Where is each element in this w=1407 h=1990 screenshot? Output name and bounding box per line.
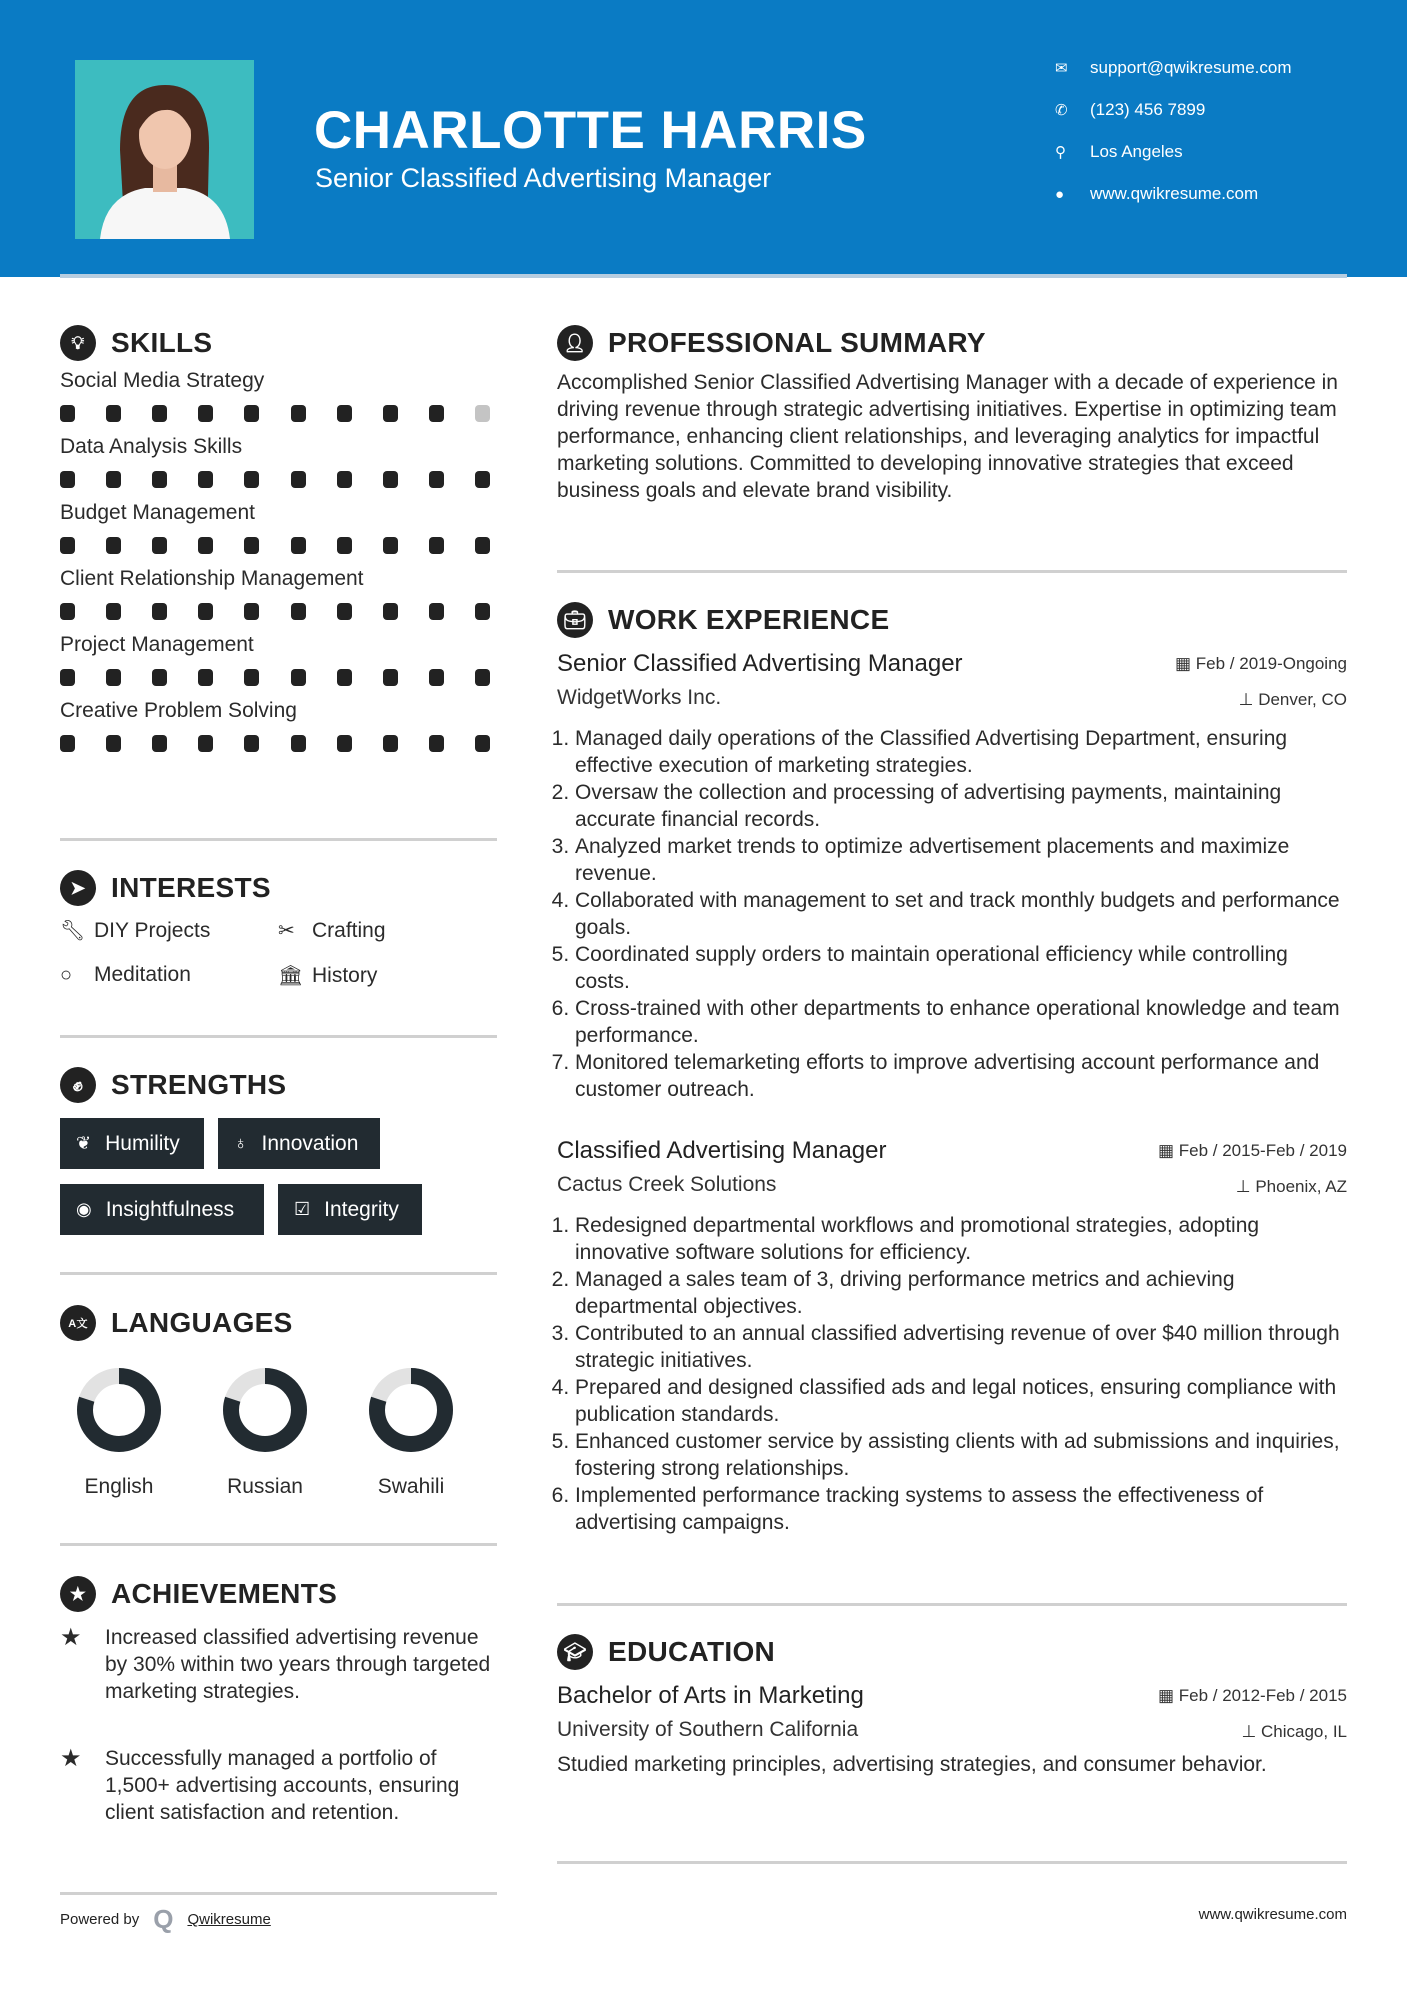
lightbulb-icon: 💡︎ [60,325,96,361]
language-label: Swahili [377,1475,445,1498]
star-icon: ★ [60,1745,82,1772]
job-bullet: 6. Implemented performance tracking systems to assess the effectiveness of advertising campaigns. [575,1482,1347,1536]
job-bullet: 3. Analyzed market trends to optimize advertisement placements and maximize revenue. [575,833,1347,887]
interest-item [60,963,191,987]
star-badge-icon: ★ [60,1576,96,1612]
interest-label: DIY Projects [94,918,211,942]
interest-item [278,963,377,988]
skill-rating [60,735,490,752]
education-heading [557,1634,1347,1670]
checkbox-icon: ☑ [294,1199,311,1219]
globe-icon: ● [1055,185,1065,203]
scissors-icon: ✂ [278,920,295,942]
rating-dot [106,405,121,422]
rating-dot [383,603,398,620]
rating-dot [106,669,121,686]
rating-dot [60,603,75,620]
job-bullet: 4. Collaborated with management to set and track monthly budgets and performance goals. [575,887,1347,941]
leaf-icon: ❦ [76,1133,92,1153]
rating-dot [291,669,306,686]
pin-icon: ⊥ [1238,690,1254,709]
achievement-text: Increased classified advertising revenue by 30% within two years through targeted marketing strategies. [105,1626,491,1703]
degree: Bachelor of Arts in Marketing [557,1682,864,1709]
candidate-title: Senior Classified Advertising Manager [315,163,772,193]
heading-text: LANGUAGES [111,1307,293,1338]
dates-text: Feb / 2015-Feb / 2019 [1178,1141,1347,1160]
rating-dot [198,603,213,620]
rating-dot [475,471,490,488]
divider [60,1272,497,1275]
rating-dot [291,735,306,752]
rating-dot [475,669,490,686]
rating-dot [337,603,352,620]
job-bullet: 5. Coordinated supply orders to maintain operational efficiency while controlling costs. [575,941,1347,995]
education-text: Studied marketing principles, advertising strategies, and consumer behavior. [557,1753,1267,1776]
achievement-text: Successfully managed a portfolio of 1,500+ advertising accounts, ensuring client satisfaction and retention. [105,1747,460,1824]
job-bullet: 4. Prepared and designed classified ads and legal notices, ensuring compliance with publication standards. [575,1374,1347,1428]
rating-dot [60,471,75,488]
rating-dot [475,603,490,620]
job-bullet: 7. Monitored telemarketing efforts to improve advertising account performance and customer outreach. [575,1049,1347,1103]
heading-text: STRENGTHS [111,1069,287,1100]
fist-icon: ✊︎ [60,1067,96,1103]
skill-item [60,699,490,752]
divider [60,1543,497,1546]
location-text: Chicago, IL [1261,1722,1347,1741]
job-title: Senior Classified Advertising Manager [557,650,963,677]
job-dates [1175,654,1347,674]
rating-dot [106,537,121,554]
rating-dot [291,603,306,620]
job-bullet: 2. Oversaw the collection and processing of advertising payments, maintaining accurate financial records. [575,779,1347,833]
rating-dot [337,405,352,422]
strengths-heading [60,1067,286,1103]
rating-dot [337,537,352,554]
museum-icon: 🏛︎ [278,965,304,987]
location-text: Phoenix, AZ [1255,1177,1347,1196]
rating-dot [429,735,444,752]
rating-dot [337,471,352,488]
job-bullet: 2. Managed a sales team of 3, driving performance metrics and achieving departmental objectives. [575,1266,1347,1320]
location-text: Denver, CO [1258,690,1347,709]
company: Cactus Creek Solutions [557,1173,777,1196]
skill-item [60,567,490,620]
language-item [336,1365,486,1499]
paper-plane-icon: ➤ [60,870,96,906]
phone-icon: ✆ [1055,102,1068,119]
rating-dot [60,669,75,686]
circle-icon: ○ [60,963,73,986]
strength-tag [218,1118,380,1169]
skill-label: Project Management [60,633,254,656]
strength-label: Humility [105,1131,180,1155]
rating-dot [60,735,75,752]
language-donut [366,1365,456,1455]
profile-photo [75,60,254,239]
summary-heading [557,325,1347,361]
skill-label: Data Analysis Skills [60,435,243,458]
strength-tag [60,1184,264,1235]
interest-label: Crafting [312,918,386,942]
rating-dot [475,735,490,752]
rating-dot [244,603,259,620]
footer-powered [60,1904,271,1935]
strength-label: Insightfulness [105,1197,235,1221]
rating-dot [291,537,306,554]
interests-section [60,870,271,906]
skill-rating [60,669,490,686]
briefcase-icon: 💼︎ [557,602,593,638]
eye-icon: ◉ [76,1199,92,1219]
heading-text: WORK EXPERIENCE [608,604,890,635]
interest-item [60,918,210,943]
skill-rating [60,603,490,620]
rating-dot [244,471,259,488]
language-donut [74,1365,164,1455]
job-entry [557,650,1347,1103]
strength-label: Integrity [324,1197,399,1221]
interests-heading [60,870,271,906]
skill-item [60,501,490,554]
job-bullet: 3. Contributed to an annual classified advertising revenue of over $40 million through strategic initiatives. [575,1320,1347,1374]
map-pin-icon: ⚲ [1055,144,1066,161]
job-entry [557,1137,1347,1536]
star-icon: ★ [60,1624,82,1651]
heading-text: EDUCATION [608,1636,776,1667]
contact-text: www.qwikresume.com [1090,184,1259,203]
dates-text: Feb / 2019-Ongoing [1195,654,1347,673]
language-donut [220,1365,310,1455]
job-title: Classified Advertising Manager [557,1137,887,1164]
language-item [44,1365,194,1499]
rating-dot [244,735,259,752]
rating-dot [383,735,398,752]
education-location: ⊥ Chicago, IL [1241,1722,1347,1741]
strength-label: Innovation [261,1131,359,1155]
skill-label: Budget Management [60,501,255,524]
rating-dot [198,405,213,422]
skill-label: Social Media Strategy [60,369,265,392]
contact-website[interactable] [1055,184,1258,204]
wrench-icon: 🔧︎ [60,920,86,942]
calendar-icon: ▦ [1174,654,1192,673]
job-bullet: 6. Cross-trained with other departments to enhance operational knowledge and team performance. [575,995,1347,1049]
strength-tag [278,1184,422,1235]
rating-dot [152,405,167,422]
candidate-name: CHARLOTTE HARRIS [314,101,867,160]
qwikresume-logo-icon: Q [153,1904,174,1934]
achievements-section [60,1576,337,1612]
achievement-item [60,1624,500,1705]
achievements-heading [60,1576,337,1612]
job-bullets [557,1212,1347,1536]
rating-dot [152,471,167,488]
rating-dot [152,669,167,686]
contact-text: Los Angeles [1090,142,1183,161]
rating-dot [152,537,167,554]
skill-rating [60,405,490,422]
calendar-icon: ▦ [1157,1141,1175,1160]
heading-text: SKILLS [111,327,213,358]
divider [557,1603,1347,1606]
school: University of Southern California [557,1718,859,1741]
rating-dot [198,537,213,554]
job-bullets [557,725,1347,1103]
job-location [1239,690,1347,710]
job-bullet: 5. Enhanced customer service by assisting clients with ad submissions and inquiries, fostering strong relationships. [575,1428,1347,1482]
strengths-section [60,1067,286,1103]
rating-dot [198,669,213,686]
languages-heading [60,1305,293,1341]
education-section [557,1634,1347,1778]
divider [557,1861,1347,1864]
contact-text: support@qwikresume.com [1090,58,1292,77]
rating-dot [337,735,352,752]
rating-dot [60,537,75,554]
rating-dot [383,471,398,488]
lightbulb-icon: ♁ [234,1133,248,1153]
rating-dot [244,537,259,554]
rating-dot [152,603,167,620]
rating-dot [337,669,352,686]
achievement-item [60,1745,500,1826]
rating-dot [244,405,259,422]
interest-label: Meditation [94,963,191,986]
interest-label: History [312,963,378,987]
skill-rating [60,537,490,554]
rating-dot [291,405,306,422]
rating-dot [291,471,306,488]
language-item [190,1365,340,1499]
skill-item [60,633,490,686]
rating-dot [244,669,259,686]
skill-item [60,435,490,488]
skills-section [60,325,490,765]
language-label: Russian [227,1475,303,1498]
rating-dot [198,735,213,752]
rating-dot [429,537,444,554]
heading-text: ACHIEVEMENTS [111,1578,338,1609]
translate-icon: A文 [60,1305,96,1341]
rating-dot [429,603,444,620]
rating-dot [106,471,121,488]
interest-item [278,918,386,943]
rating-dot [152,735,167,752]
user-icon: 👤︎ [557,325,593,361]
language-label: English [84,1475,154,1498]
job-bullet: 1. Managed daily operations of the Classified Advertising Department, ensuring effective execution of marketing strategies. [575,725,1347,779]
heading-text: INTERESTS [111,872,271,903]
strength-tag [60,1118,204,1169]
rating-dot [383,405,398,422]
skill-item [60,369,490,422]
divider [557,570,1347,573]
job-location [1236,1177,1347,1197]
divider [60,1035,497,1038]
skill-label: Creative Problem Solving [60,699,297,722]
job-dates [1158,1141,1347,1161]
education-dates: ▦ Feb / 2012-Feb / 2015 [1157,1686,1347,1705]
skills-heading [60,325,490,361]
dates-text: Feb / 2012-Feb / 2015 [1178,1686,1347,1705]
footer-website[interactable]: www.qwikresume.com [1198,1906,1347,1923]
divider [60,1892,497,1895]
graduation-icon: 🎓︎ [557,1634,593,1670]
rating-dot [429,471,444,488]
header-divider [60,274,1347,278]
divider [60,838,497,841]
languages-section [60,1305,293,1341]
skill-rating [60,471,490,488]
rating-dot [60,405,75,422]
work-heading [557,602,1347,638]
contact-email[interactable] [1055,58,1292,78]
rating-dot [383,537,398,554]
rating-dot [475,405,490,422]
rating-dot [429,669,444,686]
rating-dot [383,669,398,686]
contact-text: (123) 456 7899 [1090,100,1206,119]
rating-dot [475,537,490,554]
summary-text: Accomplished Senior Classified Advertising Manager with a decade of experience in driving revenue through strategic advertising initiatives. Expertise in optimizing team performance, enhancing client relationships, and leveraging analytics for impactful marketing solutions. Committed to developing innovative strategies that exceed business goals and elevate brand visibility. [557,371,1338,502]
skill-label: Client Relationship Management [60,567,364,590]
job-bullet: 1. Redesigned departmental workflows and promotional strategies, adopting innovative software solutions for efficiency. [575,1212,1347,1266]
heading-text: PROFESSIONAL SUMMARY [608,327,986,358]
company: WidgetWorks Inc. [557,686,722,709]
powered-by-text: Powered by [60,1911,140,1928]
rating-dot [429,405,444,422]
qwikresume-link[interactable]: Qwikresume [187,1911,271,1928]
pin-icon: ⊥ [1235,1177,1251,1196]
rating-dot [106,735,121,752]
contact-phone [1055,100,1205,120]
rating-dot [106,603,121,620]
envelope-icon: ✉ [1055,60,1068,77]
summary-section [557,325,1347,504]
contact-location [1055,142,1183,162]
rating-dot [198,471,213,488]
work-section [557,602,1347,1536]
